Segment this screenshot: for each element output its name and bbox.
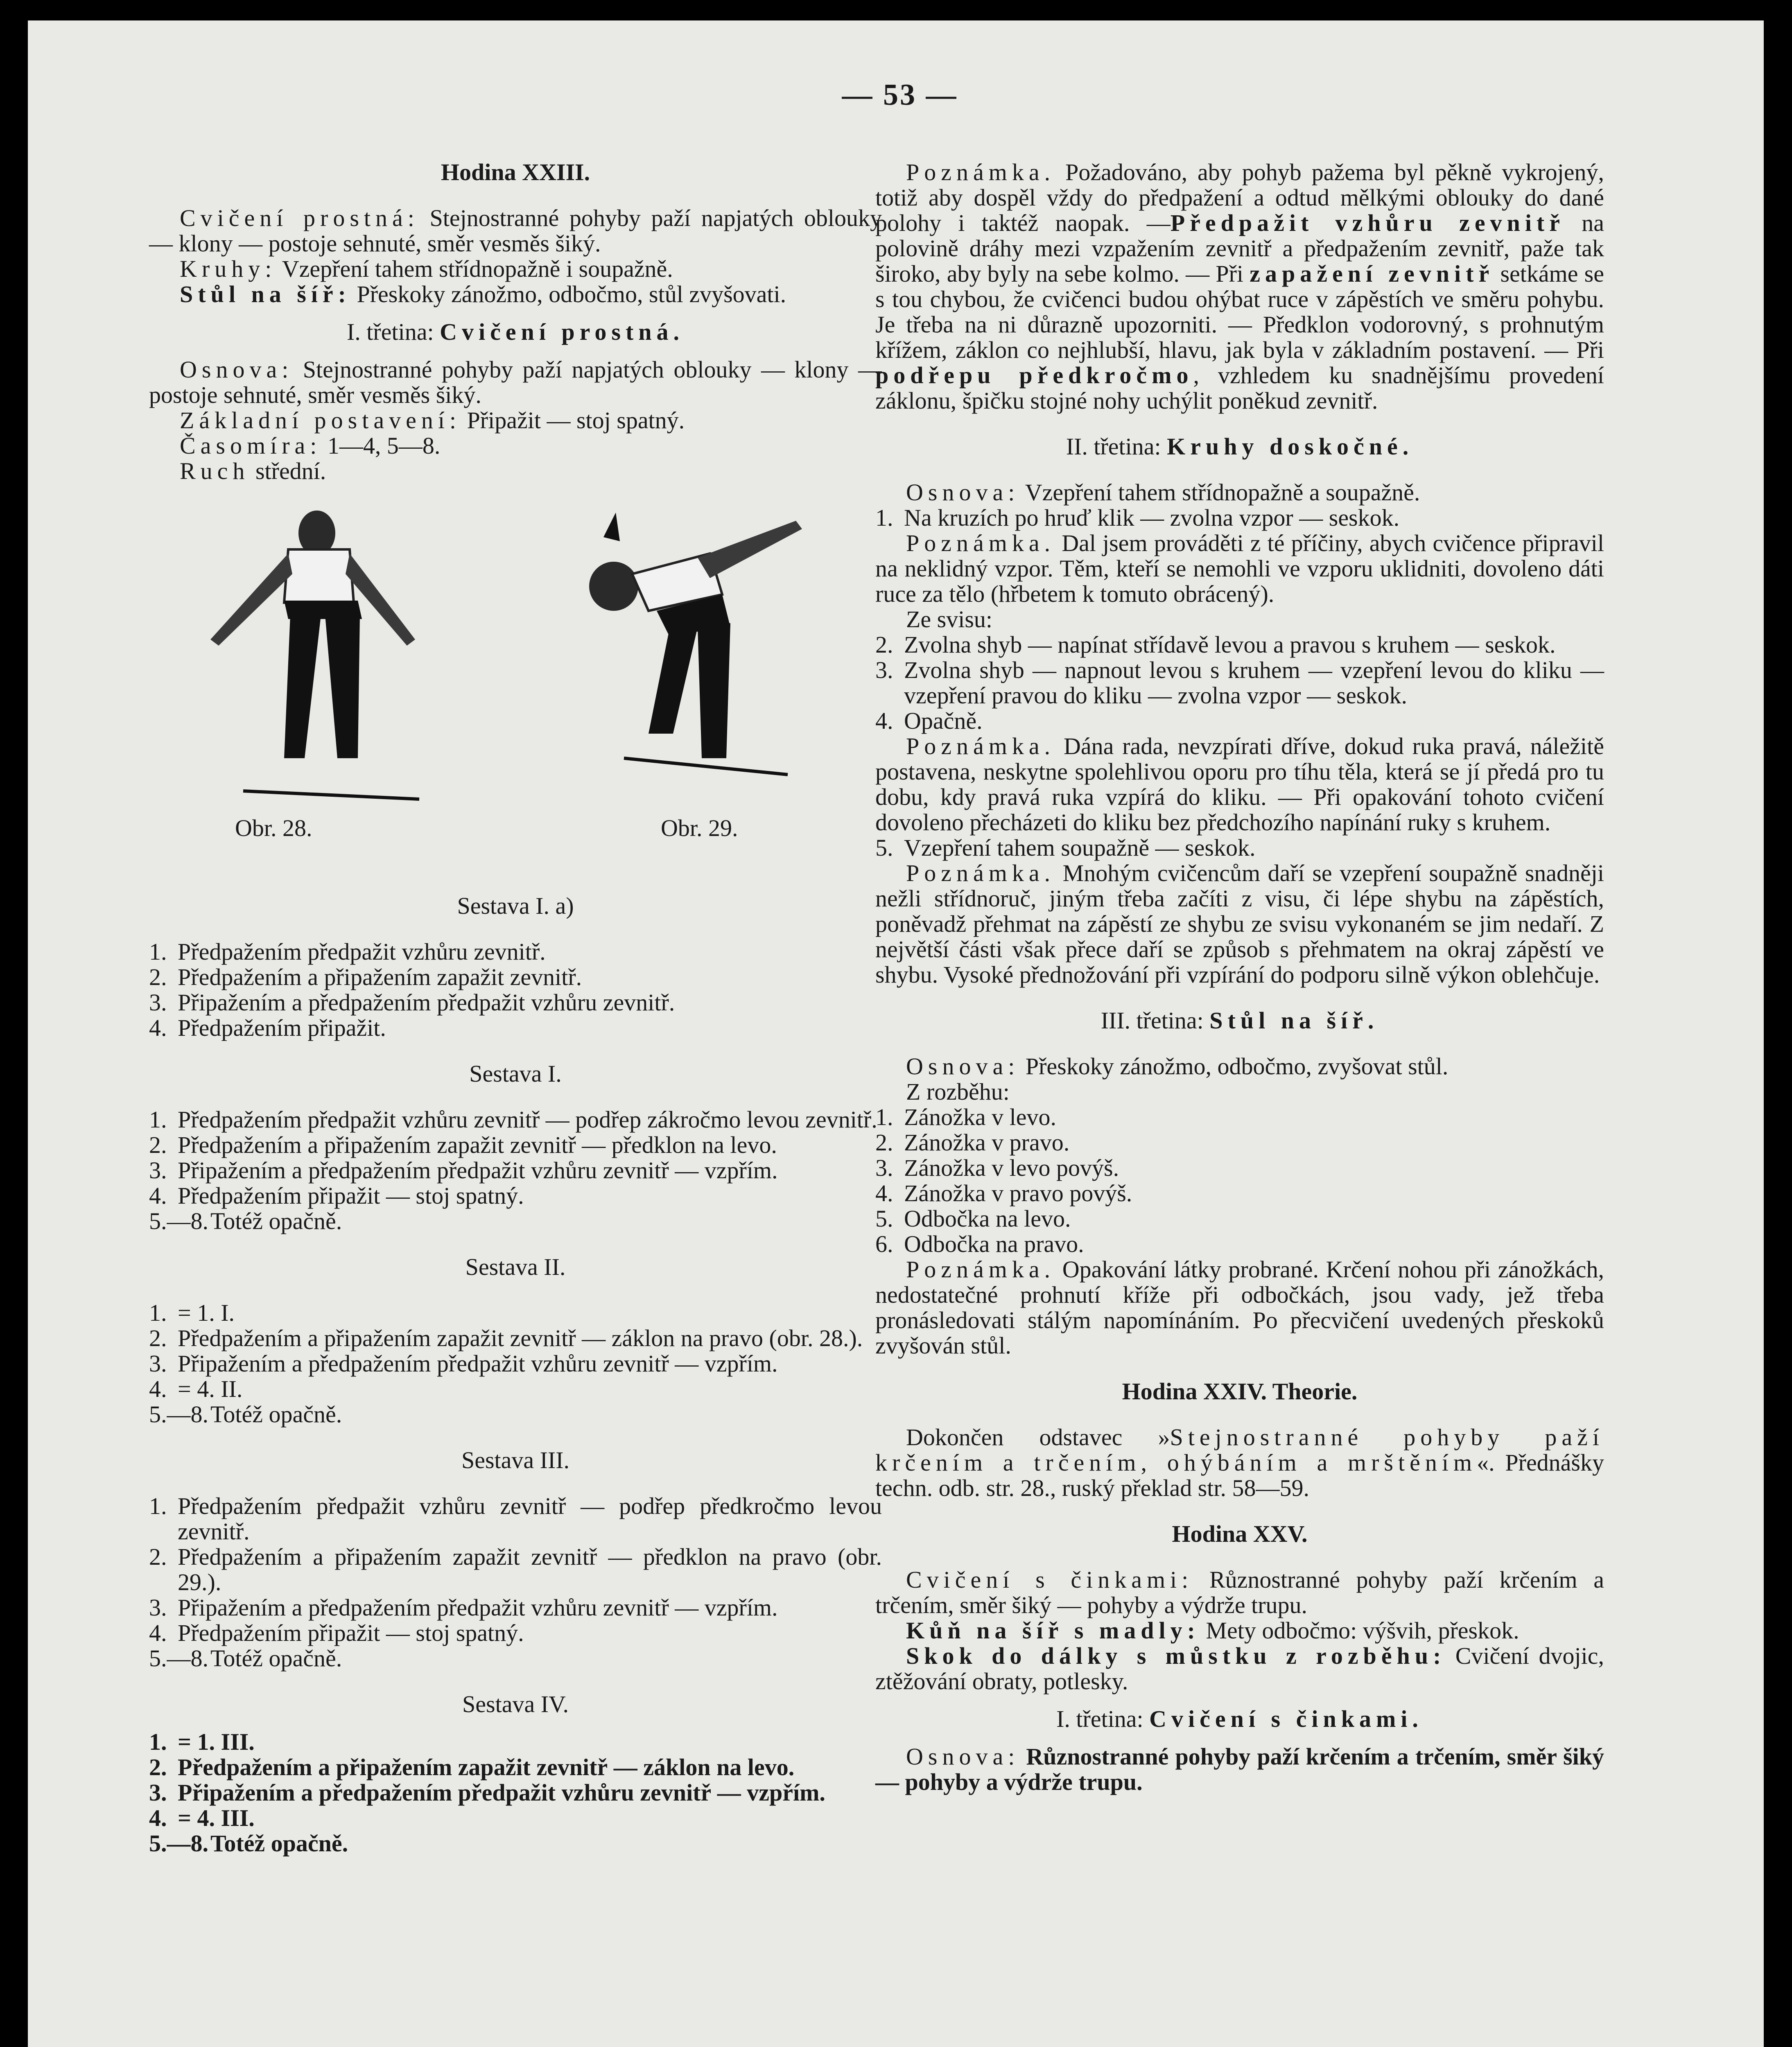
heading-hodina-xxv: Hodina XXV.: [1172, 1521, 1308, 1547]
paragraph-skok-do-dalky: Skok do dálky s můstku z rozběhu: Cvičení dvojic, ztěžování obraty, potlesky.: [875, 1643, 1604, 1695]
list-item: 1. = 1. I.: [149, 1299, 235, 1326]
figure-28-illustration: [186, 504, 432, 816]
list-item: 1. = 1. III.: [149, 1728, 255, 1755]
figure-29-illustration: [575, 504, 820, 816]
figure-29: [575, 504, 820, 841]
sestava-iv-list: [149, 1729, 882, 1856]
sestava-iv-title: Sestava IV.: [462, 1691, 569, 1717]
list-item: 1. Předpažením předpažit vzhůru zevnitř.: [149, 938, 546, 965]
list-item: 1. Předpažením předpažit vzhůru zevnitř — podřep zákročmo levou zevnitř.: [149, 1106, 877, 1133]
page-number: — 53 —: [842, 78, 958, 112]
list-item: 4. Předpažením připažit — stoj spatný.: [149, 1182, 524, 1209]
list-item: 3. Připažením a předpažením předpažit vzhůru zevnitř — vzpřím.: [149, 1157, 778, 1184]
list-item: 4. Opačně.: [875, 707, 983, 734]
list-item: 3. Zvolna shyb — napnout levou s kruhem — vzepření levou do kliku — vzepření pravou do kliku — zvolna vzpor — seskok.: [875, 657, 1604, 709]
sestava-ia-list: [149, 939, 882, 1041]
list-item: 2. Předpažením a připažením zapažit zevnitř.: [149, 964, 582, 990]
figures-row: [149, 504, 882, 873]
list-item: 5.—8. Totéž opačně.: [149, 1401, 342, 1428]
paragraph-zakladni-postaveni: Základní postavení: Připažit — stoj spatný.: [180, 407, 685, 434]
heading-hodina-xxiii: Hodina XXIII.: [441, 159, 590, 185]
figure-28: [186, 504, 432, 841]
list-item: 5. Vzepření tahem soupažně — seskok.: [875, 834, 1256, 861]
list-item: 3. Připažením a předpažením předpažit vzhůru zevnitř.: [149, 989, 675, 1016]
figure-28-caption: Obr. 28.: [235, 815, 312, 841]
list-item: 4. Předpažením připažit.: [149, 1014, 386, 1041]
paragraph-stul: Stůl na šíř: Přeskoky zánožmo, odbočmo, stůl zvyšovati.: [180, 281, 786, 307]
subheading-tretina-1-cinky: I. třetina: Cvičení s činkami.: [1056, 1706, 1423, 1732]
list-item: 5.—8. Totéž opačně.: [149, 1645, 342, 1672]
list-item: 5.—8. Totéž opačně.: [149, 1208, 342, 1234]
list-item: 3. Zánožka v levo povýš.: [875, 1155, 1119, 1181]
paragraph-poznamka-1: Poznámka. Požadováno, aby pohyb pažema byl pěkně vykrojený, totiž aby dospěl vždy do předpažení a odtud mělkými oblouky do dané polohy i taktéž naopak. —Předpažit vzhůru zevnitř na polovině dráhy mezi vzpažením zevnitř a předpažením zevnitř, paže tak široko, aby byly na sebe kolmo. — Při zapažení zevnitř setkáme se s tou chybou, že cvičenci budou ohýbat ruce v zápěstích ve směru pohybu. Je třeba na ni důrazně upozorniti. — Předklon vodorovný, s prohnutým křížem, záklon co nejhlubší, hlavu, jak byla v základním postavení. — Při podřepu předkročmo, vzhledem ku snadnějšímu provedení záklonu, špičku stojné nohy uchýlit poněkud zevnitř.: [875, 159, 1604, 414]
paragraph-cviceni-prostna: Cvičení prostná: Stejnostranné pohyby paží napjatých oblouky — klony — postoje sehnuté, směr vesměs šiký.: [149, 205, 882, 257]
list-item: 5.—8. Totéž opačně.: [149, 1830, 348, 1857]
subheading-tretina-3: III. třetina: Stůl na šíř.: [1101, 1007, 1379, 1034]
list-item: 2. Předpažením a připažením zapažit zevnitř — předklon na levo.: [149, 1132, 777, 1158]
sestava-iii-title: Sestava III.: [461, 1447, 570, 1473]
list-item: 3. Připažením a předpažením předpažit vzhůru zevnitř — vzpřím.: [149, 1350, 778, 1377]
paragraph-kruhy: Kruhy: Vzepření tahem střídnopažně i soupažně.: [180, 255, 673, 282]
paragraph-kun-na-sir: Kůň na šíř s madly: Mety odbočmo: výšvih, přeskok.: [906, 1617, 1519, 1644]
sestava-i-title: Sestava I.: [469, 1060, 562, 1087]
list-item: 3. Připažením a předpažením předpažit vzhůru zevnitř — vzpřím.: [149, 1594, 778, 1621]
list-item: 1. Zánožka v levo.: [875, 1104, 1057, 1130]
paragraph-cviceni-s-cinkami: Cvičení s činkami: Různostranné pohyby paží krčením a trčením, směr šiký — pohyby a výdrže trupu.: [875, 1566, 1604, 1618]
figure-29-caption: Obr. 29.: [661, 815, 738, 841]
list-item: 2. Předpažením a připažením zapažit zevnitř — záklon na pravo (obr. 28.).: [149, 1325, 863, 1351]
paragraph-ze-svisu: Ze svisu:: [906, 606, 993, 633]
list-item: 5. Odbočka na levo.: [875, 1205, 1071, 1232]
paragraph-poznamka-2: Poznámka. Dal jsem prováděti z té příčiny, abych cvičence připravil na neklidný vzpor. Těm, kteří se nemohli ve vzporu uklidniti, dovoleno dáti ruce za tělo (hřbetem k tomuto obrácený).: [875, 530, 1604, 607]
list-item: 2. Zánožka v pravo.: [875, 1129, 1070, 1156]
paragraph-osnova-4: Osnova: Různostranné pohyby paží krčením a trčením, směr šiký — pohyby a výdrže trupu.: [875, 1743, 1604, 1795]
paragraph-poznamka-5: Poznámka. Opakování látky probrané. Krčení nohou při zánožkách, nedostatečné prohnutí kříže při odbočkách, jsou vady, jež třeba pronásledovati stálým napomínáním. Po přecvičení uvedených přeskoků zvyšován stůl.: [875, 1256, 1604, 1359]
paragraph-osnova-3: Osnova: Přeskoky zánožmo, odbočmo, zvyšovat stůl.: [906, 1053, 1449, 1080]
subheading-tretina-2: II. třetina: Kruhy doskočné.: [1066, 433, 1414, 460]
paragraph-ruch: Ruch střední.: [180, 458, 326, 484]
paragraph-poznamka-4: Poznámka. Mnohým cvičencům daří se vzepření soupažně snadněji nežli střídnoruč, jiným třeba začíti z visu, či lépe shybu na zápěstích, poněvadž přehmat na zápěstí ze shybu ze svisu vykonaném se jim nedaří. Z největší části však přece daří se způsob s přehmatem na okraj zápěstí ve shybu. Vysoké přednožování při vzpírání do podporu silně výkon oblehčuje.: [875, 860, 1604, 988]
paragraph-osnova-2: Osnova: Vzepření tahem střídnopažně a soupažně.: [906, 479, 1420, 506]
list-item: 1. Na kruzích po hruď klik — zvolna vzpor — seskok.: [875, 504, 1400, 531]
heading-hodina-xxiv: Hodina XXIV. Theorie.: [1122, 1378, 1358, 1405]
sestava-ii-list: [149, 1300, 882, 1427]
list-item: 1. Předpažením předpažit vzhůru zevnitř — podřep předkročmo levou zevnitř.: [149, 1493, 882, 1545]
paragraph-osnova: Osnova: Stejnostranné pohyby paží napjatých oblouky — klony — postoje sehnuté, směr vesměs šiký.: [149, 356, 882, 408]
list-item: 4. Zánožka v pravo povýš.: [875, 1180, 1132, 1207]
paragraph-poznamka-3: Poznámka. Dána rada, nevzpírati dříve, dokud ruka pravá, náležitě postavena, neskytne spolehlivou oporu pro tíhu těla, která se jí předá pro tu dobu, kdy pravá ruka vzpírá do kliku. — Při opakování tohoto cvičení dovoleno přecházeti do kliku bez předchozího napínání ruky s kruhem.: [875, 733, 1604, 836]
list-item: 4. = 4. III.: [149, 1805, 255, 1831]
subheading-tretina-1: I. třetina: Cvičení prostná.: [346, 319, 685, 345]
list-item: 2. Zvolna shyb — napínat střídavě levou a pravou s kruhem — seskok.: [875, 631, 1556, 658]
list-item: 2. Předpažením a připažením zapažit zevnitř — předklon na pravo (obr. 29.).: [149, 1543, 882, 1595]
sestava-iii-list: [149, 1493, 882, 1671]
sestava-ii-title: Sestava II.: [465, 1254, 566, 1280]
sestava-i-list: [149, 1107, 882, 1234]
paragraph-casomira: Časomíra: 1—4, 5—8.: [180, 432, 441, 459]
list-item: 2. Předpažením a připažením zapažit zevnitř — záklon na levo.: [149, 1754, 795, 1780]
paragraph-hodina-xxiv: Dokončen odstavec »Stejnostranné pohyby paží krčením a trčením, ohýbáním a mrštěním«. Přednášky techn. odb. str. 28., ruský překlad str. 58—59.: [875, 1424, 1604, 1501]
list-item: 6. Odbočka na pravo.: [875, 1231, 1084, 1257]
left-column: [149, 160, 882, 1856]
list-item: 4. = 4. II.: [149, 1376, 243, 1402]
document-page: [28, 20, 1764, 2047]
sestava-ia-title: Sestava I. a): [457, 892, 574, 919]
right-column: [875, 160, 1604, 1795]
list-item: 3. Připažením a předpažením předpažit vzhůru zevnitř — vzpřím.: [149, 1779, 825, 1806]
list-item: 4. Předpažením připažit — stoj spatný.: [149, 1620, 524, 1646]
paragraph-z-rozbehu: Z rozběhu:: [906, 1078, 1010, 1105]
